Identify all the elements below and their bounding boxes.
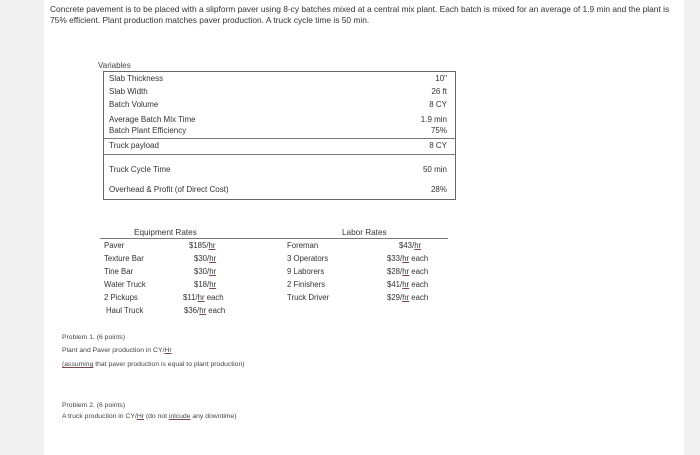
problem2-prompt: A truck production in CY/Hr (do not inlcude any downtime) (62, 413, 237, 420)
variables-table (103, 71, 456, 200)
equipment-name: Paver (104, 241, 125, 250)
variable-label: Average Batch Mix Time (109, 115, 196, 124)
table-divider (104, 154, 455, 155)
labor-name: Foreman (287, 241, 319, 250)
equipment-name: Water Truck (104, 280, 146, 289)
equipment-name: Texture Bar (104, 254, 144, 263)
equipment-name: Tine Bar (104, 267, 134, 276)
equipment-name: Haul Truck (106, 306, 144, 315)
problem1-title: Problem 1. (6 points) (62, 334, 126, 341)
variable-label: Batch Volume (109, 100, 159, 109)
labor-rate: $29/hr each (387, 293, 429, 302)
labor-rate: $33/hr each (387, 254, 429, 263)
variable-value: 28% (430, 185, 447, 194)
variable-label: Batch Plant Efficiency (109, 126, 187, 135)
variable-value: 75% (430, 126, 447, 135)
labor-name: 3 Operators (287, 254, 329, 263)
variables-title: Variables (98, 61, 131, 70)
rates-header-rule (100, 238, 448, 239)
variable-label: Slab Width (109, 87, 148, 96)
variable-label: Overhead & Profit (of Direct Cost) (109, 185, 229, 194)
equipment-name: 2 Pickups (104, 293, 138, 302)
problem-intro: Concrete pavement is to be placed with a slipform paver using 8-cy batches mixed at a central mix plant. Each batch is mixed for an average of 1.9 min and the plant is 75% efficient. Plant production matches paver production. A truck cycle time is 50 min. (50, 4, 670, 25)
labor-rates-title: Labor Rates (342, 228, 387, 237)
table-divider (104, 138, 455, 139)
labor-name: 2 Finishers (287, 280, 326, 289)
variable-value: 8 CY (429, 141, 447, 150)
variable-label: Truck Cycle Time (109, 165, 171, 174)
equipment-rate: $18/hr (194, 280, 217, 289)
equipment-rate: $30/hr (194, 254, 217, 263)
equipment-rate: $30/hr (194, 267, 217, 276)
problem1-prompt: Plant and Paver production in CY/Hr (62, 347, 172, 354)
problem1-note: (assuming that paver production is equal to plant production) (62, 361, 245, 368)
variable-label: Slab Thickness (109, 74, 164, 83)
variable-value: 50 min (422, 165, 447, 174)
variable-label: Truck payload (109, 141, 159, 150)
equipment-rate: $11/hr each (183, 293, 224, 302)
labor-name: Truck Driver (287, 293, 330, 302)
labor-rate: $28/hr each (387, 267, 429, 276)
equipment-rate: $185/hr (189, 241, 216, 250)
variable-value: 8 CY (429, 100, 447, 109)
equipment-rate: $36/hr each (184, 306, 226, 315)
problem2-title: Problem 2. (6 points) (62, 402, 126, 409)
variable-value: 10" (435, 74, 447, 83)
labor-rate: $41/hr each (387, 280, 429, 289)
document-page (44, 0, 684, 455)
variable-value: 1.9 min (420, 115, 447, 124)
labor-name: 9 Laborers (287, 267, 325, 276)
equipment-rates-title: Equipment Rates (134, 228, 197, 237)
labor-rate: $43/hr (399, 241, 422, 250)
variable-value: 26 ft (431, 87, 447, 96)
